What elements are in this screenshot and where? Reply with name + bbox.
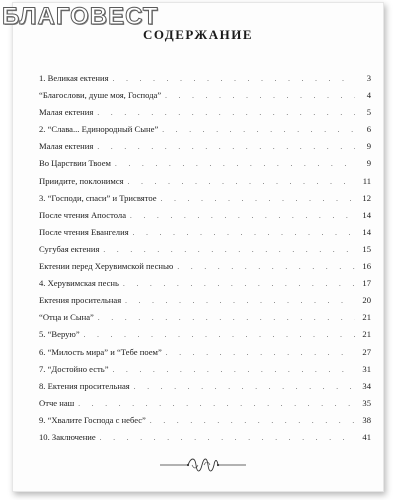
leader-dots (97, 109, 355, 117)
page-title: СОДЕРЖАНИЕ (142, 27, 254, 42)
toc-entry-page: 3 (366, 73, 371, 83)
toc-entry-page: 14 (362, 209, 371, 220)
toc-entry-title: “Отца и Сына” (39, 312, 94, 323)
toc-entry-title: “Благослови, душе моя, Господа” (39, 90, 162, 101)
toc-entry-title: 6. “Милость мира” и “Тебе поем” (39, 346, 162, 357)
toc-entry-page: 35 (362, 397, 371, 408)
toc-entry-page: 31 (362, 363, 371, 374)
leader-dots (150, 417, 355, 425)
toc-entry-title: Малая ектения (39, 107, 94, 118)
toc-entry-title: Малая ектения (39, 141, 94, 152)
toc-entry-title: 9. “Хвалите Господа с небес” (39, 414, 146, 425)
leader-dots (166, 349, 355, 357)
leader-dots (162, 126, 355, 134)
toc-entry (39, 364, 371, 381)
toc-entry-page: 38 (362, 414, 371, 425)
toc-entry-title: После чтения Апостола (39, 209, 127, 220)
leader-dots (177, 263, 355, 271)
toc-entry-page: 17 (362, 278, 371, 289)
toc-entry-page: 14 (362, 226, 371, 237)
flourish-ornament-icon (158, 453, 248, 477)
toc-entry-page: 34 (362, 380, 371, 391)
toc-entry (39, 398, 371, 415)
toc-entry (39, 141, 371, 158)
toc-entry (39, 176, 371, 193)
leader-dots (125, 297, 355, 305)
toc-entry (39, 329, 371, 346)
leader-dots (123, 280, 355, 288)
leader-dots (100, 434, 355, 442)
toc-entry (39, 347, 371, 364)
toc-entry (39, 107, 371, 124)
watermark-logo: БЛАГОВЕСТ (2, 3, 159, 30)
leader-dots (134, 383, 355, 391)
toc-entry-page: 20 (362, 295, 371, 306)
toc-entry-title: 4. Херувимская песнь (39, 278, 119, 289)
toc-entry-page: 21 (362, 312, 371, 323)
toc-entry-page: 15 (362, 243, 371, 254)
leader-dots (113, 75, 355, 83)
leader-dots (113, 366, 355, 374)
toc-entry (39, 312, 371, 329)
toc-entry (39, 295, 371, 312)
toc-entry-title: Сугубая ектения (39, 243, 100, 254)
leader-dots (115, 160, 355, 168)
toc-entry (39, 415, 371, 432)
leader-dots (161, 195, 355, 203)
toc-entry (39, 244, 371, 261)
toc-entry-page: 27 (362, 346, 371, 357)
toc-entry-title: 5. “Верую” (39, 329, 80, 340)
toc-entry-title: Ектения просительная (39, 295, 122, 306)
leader-dots (84, 331, 355, 339)
toc-entry-page: 21 (362, 329, 371, 340)
toc-entry (39, 381, 371, 398)
toc-entry-page: 9 (366, 158, 371, 169)
leader-dots (97, 143, 355, 151)
toc-entry-title: После чтения Евангелия (39, 226, 129, 237)
toc-entry-title: 3. “Господи, спаси” и Трисвятое (39, 192, 157, 203)
toc-entry (39, 73, 371, 90)
toc-entry-title: 1. Великая ектения (39, 73, 109, 83)
toc-entry (39, 210, 371, 227)
toc-entry-title: 8. Ектения просительная (39, 380, 130, 391)
toc-entry (39, 432, 371, 449)
toc-entry (39, 227, 371, 244)
toc-entry-title: Приидите, поклонимся (39, 175, 124, 186)
leader-dots (78, 400, 355, 408)
toc-entry (39, 158, 371, 175)
toc-entry-page: 41 (362, 431, 371, 442)
toc-entry (39, 193, 371, 210)
toc-entry-page: 9 (366, 141, 371, 152)
toc-entry-page: 11 (362, 175, 371, 186)
toc-entry-title: Ектении перед Херувимской песнью (39, 261, 174, 272)
toc-entry-page: 16 (362, 261, 371, 272)
leader-dots (103, 246, 355, 254)
leader-dots (98, 314, 355, 322)
leader-dots (133, 229, 355, 237)
leader-dots (165, 92, 355, 100)
toc-entry-title: Во Царствии Твоем (39, 158, 111, 169)
toc-entry-page: 5 (366, 107, 371, 118)
toc-entry (39, 261, 371, 278)
leader-dots (128, 178, 355, 186)
toc-entry-page: 6 (366, 124, 371, 135)
table-of-contents (39, 73, 371, 449)
leader-dots (130, 212, 355, 220)
toc-entry-title: 2. “Слава... Единородный Сыне” (39, 124, 159, 135)
toc-entry (39, 90, 371, 107)
toc-entry (39, 278, 371, 295)
toc-entry-page: 12 (362, 192, 371, 203)
toc-entry-page: 4 (366, 90, 371, 101)
toc-entry-title: 10. Заключение (39, 431, 96, 442)
book-page (12, 2, 384, 492)
toc-entry-title: Отче наш (39, 397, 75, 408)
toc-entry-title: 7. “Достойно есть” (39, 363, 109, 374)
toc-entry (39, 124, 371, 141)
